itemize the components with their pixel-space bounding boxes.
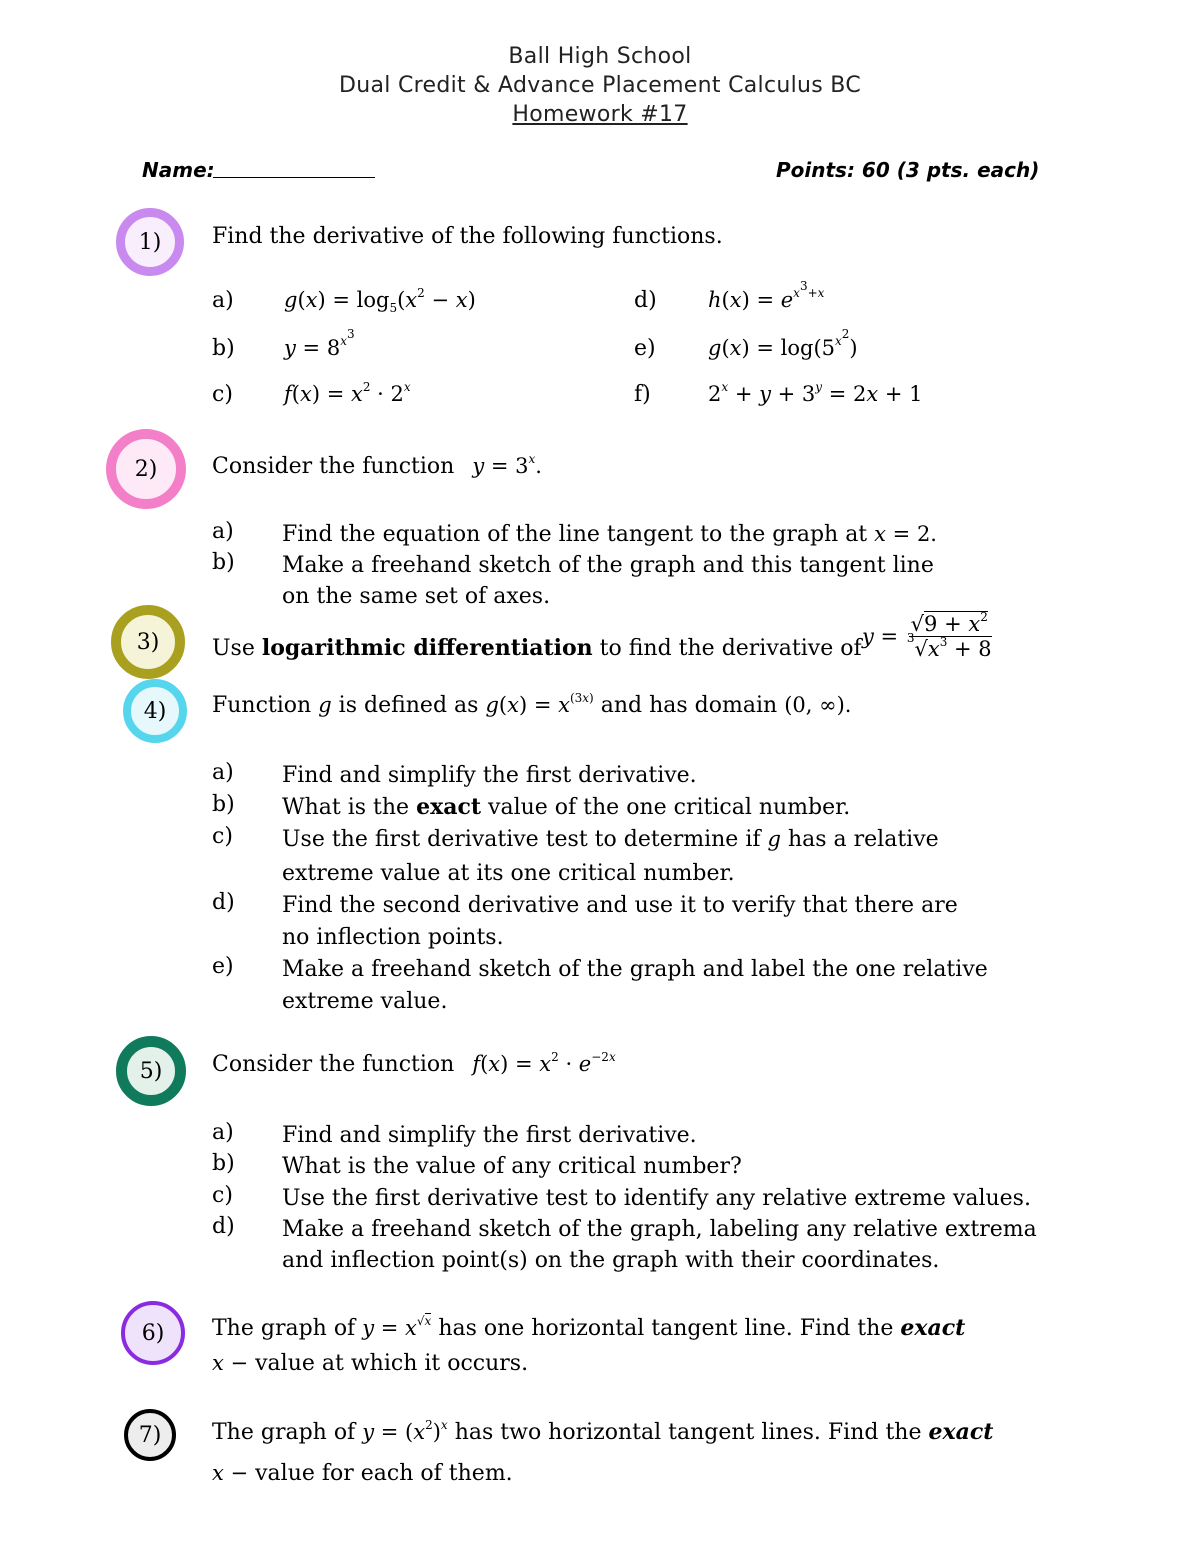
q2-part-b-line1: Make a freehand sketch of the graph and this tangent line [282,553,934,578]
q1-label-f: f) [634,382,651,407]
q6-line1: The graph of $y = x^{√x}$ has one horizontal tangent line. Find the exact [212,1314,966,1341]
q7-circle: 7) [124,1409,176,1461]
name-label: Name: [142,158,215,182]
q4-label-d: d) [212,890,235,915]
q5-circle: 5) [116,1036,186,1106]
q5-label-d: d) [212,1214,235,1239]
q4-part-d-line1: Find the second derivative and use it to verify that there are [282,893,958,918]
q5-label-a: a) [212,1120,234,1145]
q1-f-equation: $2^x + y + 3^y = 2x + 1$ [708,380,923,406]
q4-part-c-line1: Use the first derivative test to determine if g has a relative [282,827,939,852]
q5-prompt: Consider the function $f(x) = x^2 \cdot e^{-2x}$ [212,1050,616,1077]
q4-part-e-line2: extreme value. [282,989,448,1014]
q2-label-a: a) [212,519,234,544]
q1-label-e: e) [634,336,656,361]
q1-a-equation: $g(x) = \log_5(x^2 - x)$ [284,286,476,316]
q7-line2: x − value for each of them. [212,1461,513,1486]
q7-line1: The graph of $y = (x^2)^x$ has two horizontal tangent lines. Find the exact [212,1418,994,1445]
q2-part-b-line2: on the same set of axes. [282,584,551,609]
q5-part-d-line1: Make a freehand sketch of the graph, labeling any relative extrema [282,1217,1037,1242]
q4-part-c-line2: extreme value at its one critical number. [282,861,735,886]
homework-title: Homework #17 [512,102,688,127]
q2-part-a: Find the equation of the line tangent to the graph at x = 2. [282,522,937,547]
points-label: Points: 60 (3 pts. each) [776,158,1040,182]
q5-part-b: What is the value of any critical number? [282,1154,742,1179]
q2-circle: 2) [106,429,186,509]
q3-equation: y = $\frac{√9 + x^2}{^3√x^3 + 8}$ [862,610,992,661]
q1-label-b: b) [212,336,235,361]
q3-circle: 3) [111,605,185,679]
q4-part-e-line1: Make a freehand sketch of the graph and label the one relative [282,957,988,982]
q1-e-equation: $g(x) = \log(5^{x^2})$ [708,327,858,360]
q1-d-equation: $h(x) = e^{x^3+x}$ [708,279,825,312]
q1-label-c: c) [212,382,233,407]
q4-label-a: a) [212,760,234,785]
q4-label-c: c) [212,824,233,849]
q2-label-b: b) [212,550,235,575]
q5-part-a: Find and simplify the first derivative. [282,1123,697,1148]
q4-circle: 4) [123,679,187,743]
q5-label-b: b) [212,1151,235,1176]
name-blank-line [213,177,375,178]
q1-circle: 1) [116,208,184,276]
school-title: Ball High School [508,44,692,69]
q5-part-c: Use the first derivative test to identify any relative extreme values. [282,1186,1031,1211]
q1-label-d: d) [634,288,657,313]
q4-label-b: b) [212,792,235,817]
q4-part-d-line2: no inflection points. [282,925,504,950]
q3-prompt: Use logarithmic differentiation to find the derivative of [212,635,862,661]
q5-part-d-line2: and inflection point(s) on the graph with their coordinates. [282,1248,940,1273]
q6-circle: 6) [121,1301,185,1365]
q1-label-a: a) [212,288,234,313]
q2-prompt: Consider the function $y = 3^x$. [212,452,542,479]
q1-c-equation: $f(x) = x^2 \cdot 2^x$ [284,380,411,406]
q6-line2: x − value at which it occurs. [212,1351,529,1376]
q4-prompt: Function g is defined as $g(x) = x^{(3x)}$ and has domain (0, ∞). [212,691,852,718]
q4-label-e: e) [212,954,234,979]
q4-part-b: What is the exact value of the one critical number. [282,794,851,820]
q5-label-c: c) [212,1183,233,1208]
q1-b-equation: $y = 8^{x^3}$ [284,327,355,360]
q4-part-a: Find and simplify the first derivative. [282,763,697,788]
course-title: Dual Credit & Advance Placement Calculus BC [339,73,861,98]
q1-prompt: Find the derivative of the following functions. [212,224,723,249]
